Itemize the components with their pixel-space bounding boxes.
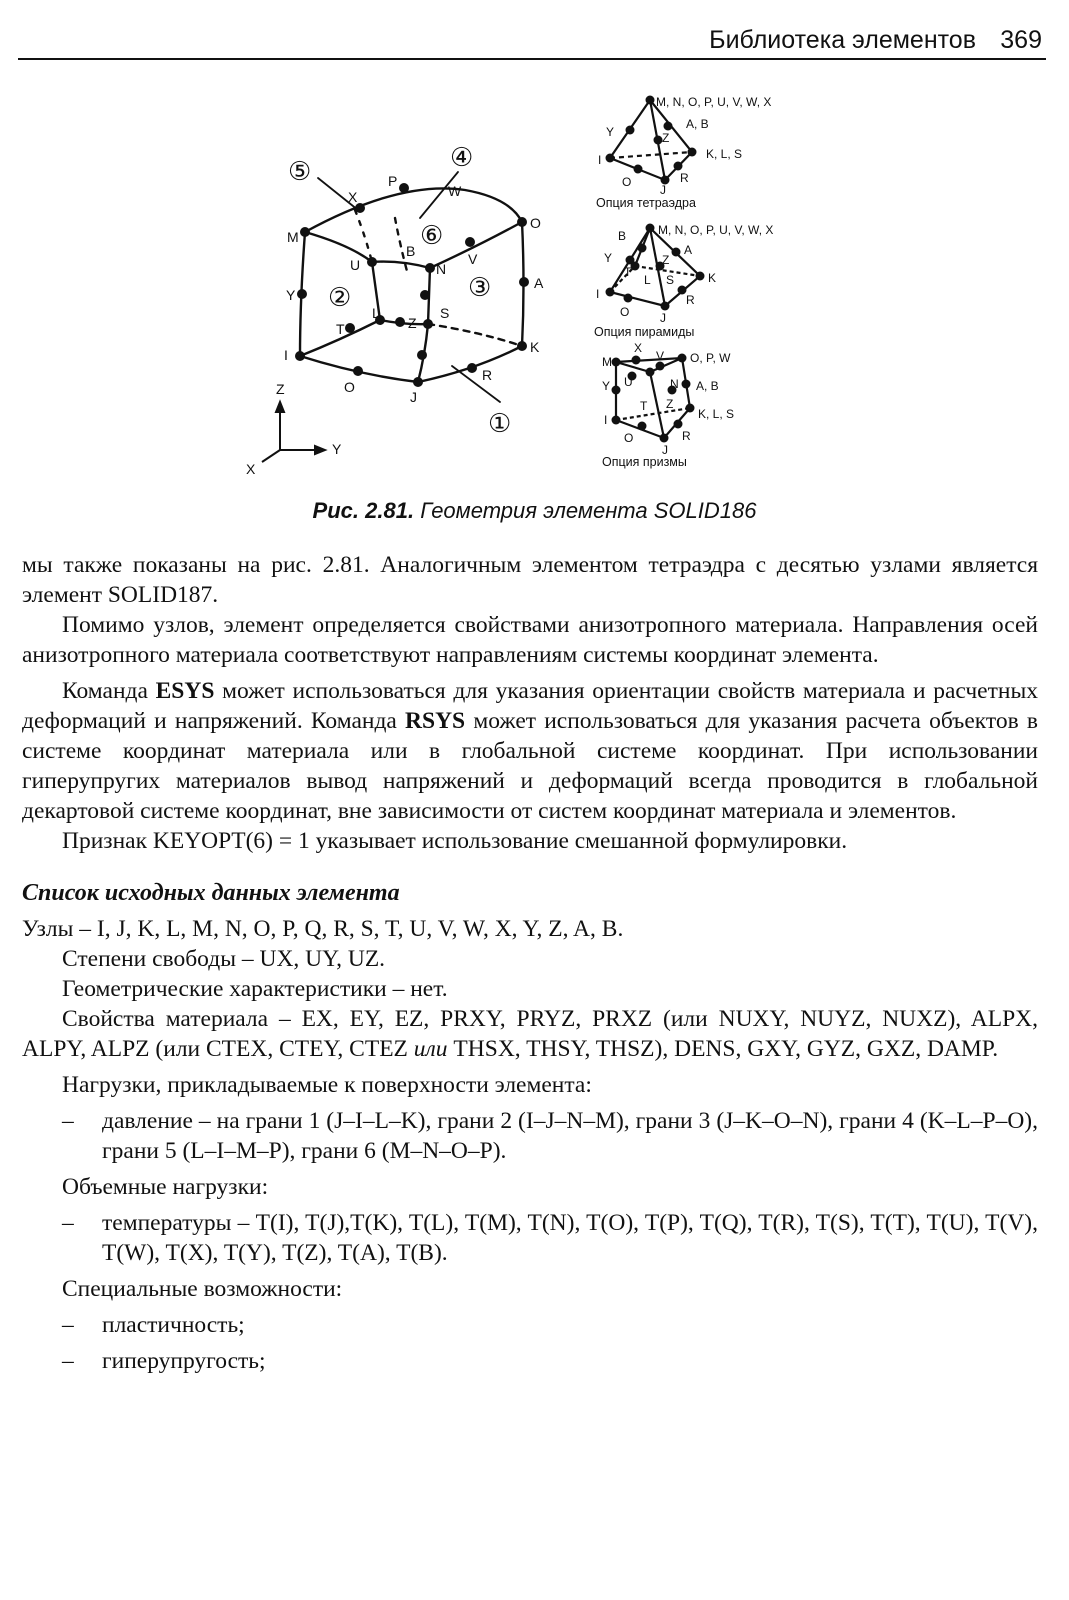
svg-text:K, L, S: K, L, S	[698, 407, 735, 421]
rsys-command: RSYS	[405, 708, 466, 734]
surface-loads-label: Нагрузки, прикладываемые к поверхности элемента:	[62, 1072, 592, 1098]
svg-text:M: M	[602, 355, 612, 369]
list-item: – температуры – T(I), T(J),T(K), T(L), T(M), T(N), T(O), T(P), T(Q), T(R), T(S), T(T), T(U), T(V), T(W), T(X), T(Y), T(Z), T(A), T(B).	[62, 1210, 1038, 1266]
svg-text:M, N, O, P, U, V, W, X: M, N, O, P, U, V, W, X	[658, 223, 774, 237]
svg-text:J: J	[660, 311, 666, 325]
figure-solid186	[0, 70, 1069, 490]
special-item: гиперупругость;	[102, 1348, 266, 1374]
svg-text:O, P, W: O, P, W	[690, 351, 731, 365]
hexahedron-labels	[284, 173, 544, 405]
svg-text:X: X	[634, 341, 643, 355]
node-label: M	[287, 229, 299, 245]
node-label: X	[348, 189, 358, 205]
svg-text:I: I	[596, 287, 600, 301]
geometry-line: Геометрические характеристики – нет.	[62, 976, 448, 1002]
node-label: K	[530, 339, 540, 355]
list-item: – гиперупругость;	[22, 1346, 1038, 1376]
svg-text:L: L	[644, 273, 651, 287]
special-item: пластичность;	[102, 1312, 245, 1338]
svg-text:J: J	[660, 183, 666, 197]
special-label: Специальные возможности:	[62, 1276, 343, 1302]
svg-text:R: R	[686, 293, 695, 307]
svg-text:M, N, O, P, U, V, W, X: M, N, O, P, U, V, W, X	[656, 95, 772, 109]
axis-y-label: Y	[332, 441, 342, 457]
list-item: – давление – на грани 1 (J–I–L–K), грани 2 (I–J–N–M), грани 3 (J–K–O–N), грани 4 (K–L–P–O), грани 5 (L–I–M–P), грани 6 (M–N–O–P).	[62, 1108, 1038, 1164]
svg-text:O: O	[624, 431, 634, 445]
svg-text:T: T	[640, 399, 648, 413]
svg-text:I: I	[604, 413, 608, 427]
svg-text:O: O	[622, 175, 632, 189]
page-header	[18, 14, 1046, 60]
svg-text:Y: Y	[604, 251, 613, 265]
node-label: S	[440, 305, 450, 321]
surface-loads-item: давление – на грани 1 (J–I–L–K), грани 2 (I–J–N–M), грани 3 (J–K–O–N), грани 4 (K–L–P–O), грани 5 (L–I–M–P), грани 6 (M–N–O–P).	[102, 1108, 1038, 1164]
svg-text:Z: Z	[662, 131, 670, 145]
svg-text:K: K	[708, 271, 717, 285]
body-loads-label: Объемные нагрузки:	[62, 1174, 269, 1200]
figure-caption-text: Геометрия элемента SOLID186	[420, 498, 757, 523]
svg-text:Z: Z	[662, 253, 670, 267]
svg-text:A: A	[684, 243, 693, 257]
svg-text:I: I	[598, 153, 602, 167]
section-heading: Список исходных данных элемента	[22, 880, 400, 906]
svg-text:V: V	[656, 349, 665, 363]
material-line: Свойства материала – EX, EY, EZ, PRXY, PRYZ, PRXZ (или NUXY, NUYZ, NUXZ), ALPX, ALPY, ALPZ (или CTEX, CTEY, CTEZ или THSX, THSY, THSZ), DENS, GXY, GYZ, GXZ, DAMP.	[22, 1006, 1038, 1062]
running-title: Библиотека элементов	[709, 26, 976, 54]
dof-line: Степени свободы – UX, UY, UZ.	[62, 946, 386, 972]
axis-z-label: Z	[276, 381, 285, 397]
svg-text:K, L, S: K, L, S	[706, 147, 743, 161]
svg-text:Z: Z	[666, 397, 674, 411]
esys-command: ESYS	[155, 678, 215, 704]
node-label: V	[468, 251, 478, 267]
svg-text:U: U	[624, 375, 633, 389]
svg-text:Y: Y	[602, 379, 611, 393]
axis-x-label: X	[246, 461, 256, 477]
axis-labels	[246, 381, 342, 477]
node-label: Y	[286, 287, 296, 303]
prism-caption: Опция призмы	[602, 455, 687, 469]
keyopt-paragraph: Признак KEYOPT(6) = 1 указывает использование смешанной формулировки.	[62, 828, 848, 854]
node-label: O	[344, 379, 355, 395]
figure-caption	[0, 498, 1069, 524]
svg-text:O: O	[620, 305, 630, 319]
svg-text:R: R	[682, 429, 691, 443]
face-number: ⑤	[288, 157, 312, 187]
list-item: – пластичность;	[22, 1310, 1038, 1340]
svg-text:S: S	[666, 273, 675, 287]
coordinate-axes	[262, 402, 325, 462]
body-loads-item: температуры – T(I), T(J),T(K), T(L), T(M), T(N), T(O), T(P), T(Q), T(R), T(S), T(T), T(U), T(V), T(W), T(X), T(Y), T(Z), T(A), T(B).	[102, 1210, 1038, 1266]
node-label: U	[350, 257, 361, 273]
node-label: W	[448, 183, 462, 199]
pyramid-caption: Опция пирамиды	[594, 325, 695, 339]
face-number: ①	[488, 409, 512, 439]
svg-text:Y: Y	[606, 125, 615, 139]
node-label: J	[410, 389, 417, 405]
page-number: 369	[1000, 26, 1042, 54]
nodes-line: Узлы – I, J, K, L, M, N, O, P, Q, R, S, T, U, V, W, X, Y, Z, A, B.	[22, 916, 624, 942]
svg-text:A, B: A, B	[696, 379, 719, 393]
paragraph: Помимо узлов, элемент определяется свойствами анизотропного материала. Направления осей анизотропного материала соответствуют направлениям системы координат элемента.	[22, 612, 1038, 668]
prism-labels	[602, 341, 734, 469]
node-label: A	[534, 275, 544, 291]
face-number: ③	[468, 273, 492, 303]
svg-text:A, B: A, B	[686, 117, 709, 131]
body-text	[22, 550, 1038, 1376]
node-label: Z	[408, 315, 417, 331]
node-label: N	[436, 261, 447, 277]
figure-caption-prefix: Рис. 2.81.	[312, 498, 415, 523]
svg-text:N: N	[670, 377, 679, 391]
node-label: L	[372, 305, 380, 321]
svg-text:R: R	[680, 171, 689, 185]
face-number: ②	[328, 283, 352, 313]
node-label: O	[530, 215, 541, 231]
paragraph: мы также показаны на рис. 2.81. Аналогичным элементом тетраэдра с десятью узлами является элемент SOLID187.	[22, 552, 1038, 608]
tetra-caption: Опция тетраэдра	[596, 196, 696, 210]
node-label: T	[336, 321, 345, 337]
face-number: ④	[450, 143, 474, 173]
esys-paragraph: Команда ESYS может использоваться для указания ориентации свойств материала и расчетных деформаций и напряжений. Команда RSYS может использоваться для указания расчета объектов в системе координат материала или в глобальной системе координат. При использовании гиперупругих материалов вывод напряжений и деформаций всегда проводится в глобальной декартовой системе координат, вне зависимости от систем координат материала и элементов.	[22, 678, 1038, 824]
svg-text:B: B	[618, 229, 627, 243]
svg-text:T: T	[624, 265, 632, 279]
svg-text:J: J	[662, 443, 668, 457]
node-label: P	[388, 173, 398, 189]
face-number: ⑥	[420, 221, 444, 251]
node-label: B	[406, 243, 416, 259]
node-label: R	[482, 367, 493, 383]
node-label: I	[284, 347, 288, 363]
